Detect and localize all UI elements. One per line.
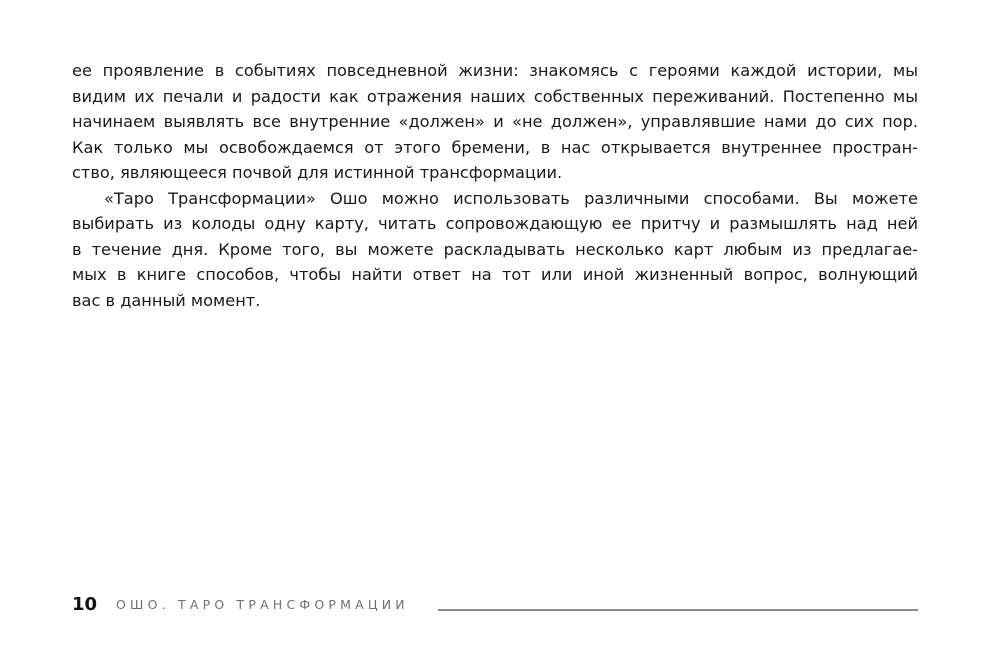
body-text (72, 58, 918, 313)
text-line: вас в данный момент. (72, 290, 261, 310)
text-line: начинаем выявлять все внутренние «должен» и «не должен», управлявшие нами до сих пор. (72, 112, 918, 131)
text-line: ее проявление в событиях повседневной жизни: знакомясь с героями каждой истории, мы (72, 61, 918, 80)
text-line: выбирать из колоды одну карту, читать сопровождающую ее притчу и размышлять над ней (72, 214, 918, 233)
text-line: в течение дня. Кроме того, вы можете раскладывать несколько карт любым из предлагае- (72, 239, 918, 259)
page-footer (72, 592, 918, 618)
page-number: 10 (72, 594, 98, 615)
text-line: Как только мы освобождаемся от этого бремени, в нас открывается внутреннее простран- (72, 137, 918, 157)
running-title: ОШО. ТАРО ТРАНСФОРМАЦИИ (116, 597, 409, 612)
footer-rule (438, 609, 918, 611)
text-line: мых в книге способов, чтобы найти ответ на тот или иной жизненный вопрос, волнующий (72, 265, 918, 284)
text-line: «Таро Трансформации» Ошо можно использовать различными способами. Вы можете (104, 188, 918, 208)
text-line: ство, являющееся почвой для истинной трансформации. (72, 163, 563, 182)
text-line: видим их печали и радости как отражения наших собственных переживаний. Постепенно мы (72, 86, 918, 106)
